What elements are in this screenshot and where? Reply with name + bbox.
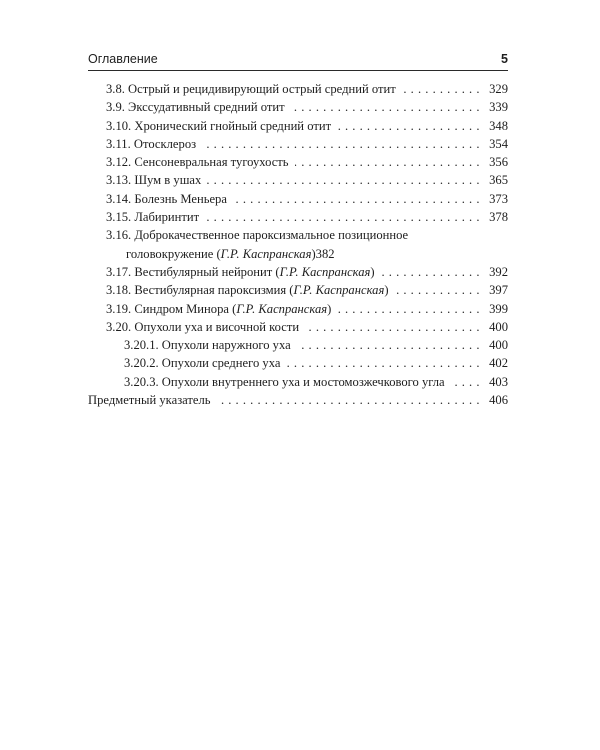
toc-title-end: ) [384, 283, 389, 298]
toc-author: Г.Р. Каспранская [220, 246, 312, 261]
dot-leader [286, 355, 480, 373]
toc-entry-3-18[interactable] [88, 281, 508, 299]
toc-title: Отосклероз [133, 136, 197, 151]
dot-leader [402, 80, 480, 98]
toc-page: 402 [489, 356, 508, 371]
toc-title: Хронический гнойный средний отит [134, 118, 332, 133]
toc-number: 3.20.1. [124, 338, 159, 353]
toc-entry-3-11[interactable] [88, 135, 508, 153]
dot-leader [207, 172, 480, 190]
toc-number: 3.20.3. [124, 374, 159, 389]
dot-leader [297, 336, 480, 354]
toc-number: 3.13. [106, 173, 132, 188]
toc-entry-3-20[interactable] [88, 318, 508, 336]
toc-page: 382 [315, 246, 335, 261]
toc-entry-3-8[interactable] [88, 80, 508, 98]
toc-author: Г.Р. Каспранская [236, 301, 328, 316]
toc-number: 3.14. [106, 191, 132, 206]
toc-title: Экссудативный средний отит [128, 100, 285, 115]
toc-title: Вестибулярный нейронит ( [134, 264, 280, 279]
toc-title: Вестибулярная пароксизмия ( [134, 283, 294, 298]
toc-title: Сенсоневральная тугоухость [134, 155, 289, 170]
dot-leader [451, 373, 480, 391]
toc-number: 3.20.2. [124, 356, 159, 371]
toc-number: 3.8. [106, 82, 125, 96]
toc-entry-3-20-3[interactable] [88, 373, 508, 391]
toc-title-end: ) [370, 264, 375, 279]
toc-number: 3.9. [106, 100, 125, 115]
toc-author: Г.Р. Каспранская [279, 264, 371, 279]
toc-page: 356 [489, 155, 508, 170]
toc-number: 3.18. [106, 283, 132, 298]
running-head-title: Оглавление [88, 52, 158, 66]
toc-title: Синдром Минора ( [134, 301, 237, 316]
toc-author: Г.Р. Каспранская [293, 283, 385, 298]
toc-title: Опухоли наружного уха [161, 338, 291, 353]
toc-number: 3.12. [106, 155, 132, 170]
toc-page: 403 [489, 374, 508, 389]
header-rule [88, 70, 508, 71]
toc-entry-3-16[interactable] [88, 226, 508, 263]
toc-entry-3-14[interactable] [88, 190, 508, 208]
table-of-contents [88, 80, 508, 409]
toc-page: 400 [489, 319, 508, 334]
toc-page: 378 [489, 210, 508, 225]
dot-leader [202, 135, 480, 153]
toc-number: 3.15. [106, 210, 132, 225]
toc-number: 3.10. [106, 118, 132, 133]
toc-title: Болезнь Меньера [134, 191, 227, 206]
dot-leader [337, 117, 480, 135]
toc-page: 373 [489, 191, 508, 206]
toc-page: 399 [489, 301, 508, 316]
toc-title: Опухоли внутреннего уха и мостомозжечкового угла [161, 374, 445, 389]
toc-page: 397 [489, 283, 508, 298]
toc-title: Предметный указатель [88, 393, 211, 408]
dot-leader [305, 318, 480, 336]
toc-page: 365 [489, 173, 508, 188]
toc-entry-3-10[interactable] [88, 117, 508, 135]
toc-title: Доброкачественное пароксизмальное позиционное [134, 228, 409, 243]
toc-page: 406 [489, 393, 508, 408]
toc-number: 3.20. [106, 319, 132, 334]
dot-leader [233, 190, 480, 208]
toc-number: 3.17. [106, 264, 132, 279]
dot-leader [217, 391, 480, 409]
dot-leader [337, 300, 480, 318]
toc-entry-3-13[interactable] [88, 171, 508, 189]
toc-title-end: ) [311, 246, 316, 261]
toc-page: 400 [489, 338, 508, 353]
toc-title-end: ) [327, 301, 332, 316]
toc-entry-3-19[interactable] [88, 300, 508, 318]
page-number: 5 [501, 52, 508, 66]
dot-leader [205, 208, 480, 226]
toc-title: Опухоли среднего уха [161, 356, 281, 371]
dot-leader [291, 99, 480, 117]
toc-number: 3.19. [106, 301, 132, 316]
toc-entry-3-17[interactable] [88, 263, 508, 281]
toc-page: 348 [489, 118, 508, 133]
dot-leader [295, 153, 480, 171]
toc-entry-subject-index[interactable] [88, 391, 508, 409]
running-head [88, 52, 508, 68]
toc-entry-3-15[interactable] [88, 208, 508, 226]
toc-number: 3.16. [106, 228, 132, 243]
toc-entry-3-9[interactable] [88, 98, 508, 116]
toc-number: 3.11. [106, 136, 131, 151]
toc-page: 392 [489, 264, 508, 279]
toc-entry-3-20-1[interactable] [88, 336, 508, 354]
dot-leader [381, 263, 480, 281]
toc-page: 329 [489, 82, 508, 96]
toc-title: Лабиринтит [134, 210, 200, 225]
dot-leader [395, 282, 480, 300]
toc-entry-3-20-2[interactable] [88, 354, 508, 372]
toc-title: Опухоли уха и височной кости [134, 319, 300, 334]
toc-title: Шум в ушах [134, 173, 202, 188]
toc-title-continued: головокружение ( [126, 246, 221, 261]
toc-title: Острый и рецидивирующий острый средний отит [128, 82, 396, 96]
toc-page: 354 [489, 136, 508, 151]
toc-page: 339 [489, 100, 508, 115]
toc-entry-3-12[interactable] [88, 153, 508, 171]
